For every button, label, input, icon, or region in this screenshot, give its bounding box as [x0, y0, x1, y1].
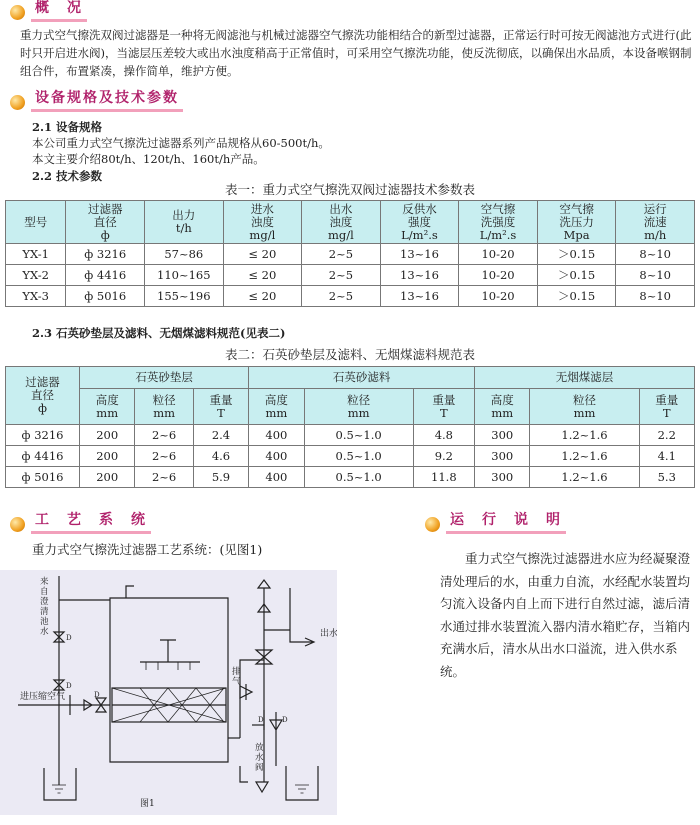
table2-cell: 1.2~1.6 — [530, 425, 639, 446]
spec-2-2-heading: 2.2 技术参数 — [32, 169, 103, 183]
header-line: T — [440, 405, 448, 420]
header-line: 重量 — [209, 392, 233, 407]
table2-cell: 400 — [249, 446, 304, 467]
bullet-ball-icon — [10, 95, 25, 110]
section-header-overview — [10, 0, 87, 22]
table2-cell: 200 — [80, 425, 135, 446]
table2-cell: 1.2~1.6 — [530, 467, 639, 488]
valve-label: D — [282, 716, 288, 724]
filter-tank — [110, 598, 228, 762]
table-row — [6, 467, 695, 488]
header-line: 浊度 — [250, 214, 274, 229]
table1-cell: 155~196 — [145, 286, 224, 307]
table1-header-cell — [302, 201, 381, 244]
header-line: 出水 — [329, 201, 353, 216]
valve-label: D — [66, 634, 72, 642]
table2-sub-header — [80, 389, 135, 425]
table2-cell: 2.4 — [193, 425, 248, 446]
table2-group-header: 石英砂滤料 — [249, 367, 475, 389]
inlet-label-char: 自 — [40, 587, 49, 597]
header-line: mm — [491, 405, 514, 420]
table2-cell: 2~6 — [135, 446, 193, 467]
table1-cell: ≤ 20 — [223, 265, 302, 286]
table2-cell: ф 5016 — [6, 467, 80, 488]
section-title: 运 行 说 明 — [446, 509, 566, 534]
drain-label-char: 水 — [255, 753, 264, 763]
table1-cell: 8~10 — [616, 244, 695, 265]
inlet-label-char: 池 — [40, 617, 49, 627]
table1-cell: ＞0.15 — [537, 286, 616, 307]
table1-cell: 13~16 — [380, 286, 459, 307]
table2-cell: 1.2~1.6 — [530, 446, 639, 467]
table2-cell: 300 — [475, 467, 530, 488]
table2-cell: 0.5~1.0 — [304, 467, 413, 488]
header-line: L/m².s — [401, 227, 438, 242]
table2-cell: ф 3216 — [6, 425, 80, 446]
header-line: L/m².s — [479, 227, 517, 242]
table1-cell: ≤ 20 — [223, 244, 302, 265]
table2-cell: 300 — [475, 425, 530, 446]
header-line: m/h — [644, 227, 667, 242]
table1-cell: 2~5 — [302, 286, 381, 307]
header-line: mg/l — [249, 227, 276, 242]
tank-vent — [126, 586, 134, 598]
table2-sub-header — [193, 389, 248, 425]
table2-cell: 400 — [249, 425, 304, 446]
header-line: 粒径 — [152, 392, 176, 407]
header-line: 高度 — [490, 392, 514, 407]
table1-cell: 8~10 — [616, 265, 695, 286]
bullet-ball-icon — [10, 5, 25, 20]
section-title: 概 况 — [31, 0, 87, 22]
table2-sub-header — [304, 389, 413, 425]
table2-cell: 4.1 — [639, 446, 695, 467]
table1-header-cell — [145, 201, 224, 244]
table1-cell: YX-3 — [6, 286, 66, 307]
header-line: mm — [347, 405, 370, 420]
valve-label: D — [258, 716, 264, 724]
header-line: 重量 — [655, 392, 679, 407]
operation-paragraph: 重力式空气擦洗过滤器进水应为经凝聚澄清处理后的水，由重力自流，水经配水装置均匀流入设备内自上而下进行自然过滤，滤后清水通过排水装置流入器内清水箱贮存，当箱内充满水后，清水从出水口溢流，进入供水系统。 — [440, 551, 691, 679]
table2-corner-header — [6, 367, 80, 425]
spec-2-1-heading: 2.1 设备规格 — [32, 120, 103, 134]
table2-cell: 11.8 — [413, 467, 474, 488]
table-row — [6, 244, 695, 265]
table1-cell: 8~10 — [616, 286, 695, 307]
table2-sub-header — [475, 389, 530, 425]
table1-cell: ф 3216 — [66, 244, 145, 265]
table1-header-cell — [459, 201, 538, 244]
header-line: ф — [100, 227, 110, 242]
table2-caption: 表二：石英砂垫层及滤料、无烟煤滤料规范表 — [224, 347, 475, 362]
header-line: 流速 — [643, 214, 667, 229]
header-line: 型号 — [24, 214, 48, 229]
table2-sub-header — [413, 389, 474, 425]
inlet-label-char: 水 — [40, 627, 49, 637]
header-line: Mpa — [563, 227, 590, 242]
section-header-specs — [10, 90, 183, 112]
header-line: 出力 — [172, 208, 196, 222]
process-diagram — [0, 570, 337, 815]
header-line: mm — [265, 405, 288, 420]
inlet-label-char: 清 — [40, 607, 49, 617]
drain-label-char: 阀 — [255, 763, 264, 773]
table1-header-cell — [537, 201, 616, 244]
header-line: 高度 — [264, 392, 288, 407]
table-row — [6, 286, 695, 307]
table1 — [5, 200, 695, 307]
table2-cell: 200 — [80, 467, 135, 488]
operation-text — [440, 548, 695, 683]
header-line: 过滤器 — [25, 375, 60, 389]
process-diagram-svg — [0, 570, 337, 815]
table2-sub-header — [530, 389, 639, 425]
valve-label: D — [94, 691, 100, 699]
table1-cell: YX-2 — [6, 265, 66, 286]
table1-cell: ≤ 20 — [223, 286, 302, 307]
table1-header-cell — [223, 201, 302, 244]
table1-cell: 13~16 — [380, 265, 459, 286]
table1-header-cell — [616, 201, 695, 244]
table2-cell: 4.8 — [413, 425, 474, 446]
section-title: 设备规格及技术参数 — [31, 87, 183, 112]
header-line: mm — [153, 405, 175, 420]
table1-header-cell — [66, 201, 145, 244]
table2-sub-header — [135, 389, 193, 425]
table2-cell: 2~6 — [135, 425, 193, 446]
table-row — [6, 446, 695, 467]
header-line: T — [662, 405, 671, 420]
table1-cell: 10-20 — [459, 286, 538, 307]
table1-cell: 57~86 — [145, 244, 224, 265]
table1-cell: 110~165 — [145, 265, 224, 286]
table1-cell: YX-1 — [6, 244, 66, 265]
table2-cell: 400 — [249, 467, 304, 488]
exhaust-label-char: 气 — [232, 677, 241, 687]
table2-group-header: 石英砂垫层 — [80, 367, 249, 389]
table-row — [6, 265, 695, 286]
header-line: 空气擦 — [559, 201, 594, 216]
table2-sub-header — [639, 389, 695, 425]
header-line: mm — [96, 405, 119, 420]
table1-header-cell — [6, 201, 66, 244]
spec-2-1-line2: 本文主要介绍80t/h、120t/h、160t/h产品。 — [32, 152, 265, 166]
header-line: 洗压力 — [559, 214, 594, 229]
header-line: ф — [37, 401, 47, 415]
table2-cell: 0.5~1.0 — [304, 425, 413, 446]
header-line: 空气擦 — [480, 201, 516, 216]
header-line: 高度 — [95, 392, 119, 407]
drain-label-char: 放 — [255, 743, 264, 753]
fig-label: 图1 — [140, 799, 155, 809]
section-header-process — [10, 512, 151, 534]
header-line: 浊度 — [329, 214, 353, 229]
valve-label: D — [66, 682, 72, 690]
header-line: T — [217, 405, 225, 420]
process-subtitle: 重力式空气擦洗过滤器工艺系统：(见图1) — [32, 542, 263, 557]
header-line: mg/l — [327, 227, 354, 242]
table1-caption: 表一：重力式空气擦洗双阀过滤器技术参数表 — [224, 182, 475, 197]
spec-2-1-line1: 本公司重力式空气擦洗过滤器系列产品规格从60-500t/h。 — [32, 136, 330, 150]
header-line: t/h — [175, 221, 192, 235]
table2-cell: 200 — [80, 446, 135, 467]
table1-cell: 13~16 — [380, 244, 459, 265]
inlet-label-char: 澄 — [40, 597, 49, 607]
spec-2-3-heading: 2.3 石英砂垫层及滤料、无烟煤滤料规范(见表二) — [32, 326, 286, 340]
table2-cell: 2.2 — [639, 425, 695, 446]
outlet-label: 出水 — [320, 629, 337, 639]
header-line: 强度 — [407, 214, 431, 229]
header-line: 粒径 — [572, 392, 596, 407]
table1-cell: ＞0.15 — [537, 265, 616, 286]
table2-cell: 2~6 — [135, 467, 193, 488]
exhaust-label-char: 排 — [232, 667, 241, 677]
bullet-ball-icon — [425, 517, 440, 532]
overview-paragraph: 重力式空气擦洗双阀过滤器是一种将无阀滤池与机械过滤器空气擦洗功能相结合的新型过滤器，正常运行时可按无阀滤池方式进行(此时只开启进水阀)，当滤层压差较大或出水浊度稍高于正常值时，可采用空气擦洗功能，使反洗彻底，以确保出水品质，本设备喉钢制组合件，布置紧凑，操作简单，维护方便。 — [20, 28, 692, 78]
table1-cell: ＞0.15 — [537, 244, 616, 265]
table1-cell: ф 5016 — [66, 286, 145, 307]
table2-cell: 4.6 — [193, 446, 248, 467]
header-line: 过滤器 — [87, 201, 123, 216]
table1-cell: ф 4416 — [66, 265, 145, 286]
table1-header-cell — [380, 201, 459, 244]
header-line: 粒径 — [347, 392, 371, 407]
table2-cell: 0.5~1.0 — [304, 446, 413, 467]
header-line: 反供水 — [402, 201, 437, 216]
header-line: 运行 — [643, 201, 667, 216]
header-line: 重量 — [432, 392, 456, 407]
table1-cell: 2~5 — [302, 265, 381, 286]
table2-sub-header — [249, 389, 304, 425]
table2 — [5, 366, 695, 488]
table2-cell: ф 4416 — [6, 446, 80, 467]
bullet-ball-icon — [10, 517, 25, 532]
table2-cell: 5.9 — [193, 467, 248, 488]
header-line: 直径 — [31, 388, 54, 402]
table2-cell: 9.2 — [413, 446, 474, 467]
table2-group-header: 无烟煤滤层 — [475, 367, 695, 389]
header-line: 直径 — [93, 214, 117, 229]
table2-cell: 300 — [475, 446, 530, 467]
air-label: 进压缩空气 — [20, 692, 66, 702]
table2-cell: 5.3 — [639, 467, 695, 488]
header-line: 洗强度 — [480, 214, 516, 229]
header-line: mm — [573, 405, 596, 420]
header-line: 进水 — [250, 201, 274, 216]
table1-cell: 10-20 — [459, 265, 538, 286]
section-header-operation — [425, 512, 566, 534]
inlet-label-char: 来 — [40, 577, 49, 587]
table-row — [6, 425, 695, 446]
table1-cell: 2~5 — [302, 244, 381, 265]
section-title: 工 艺 系 统 — [31, 509, 151, 534]
table1-cell: 10-20 — [459, 244, 538, 265]
